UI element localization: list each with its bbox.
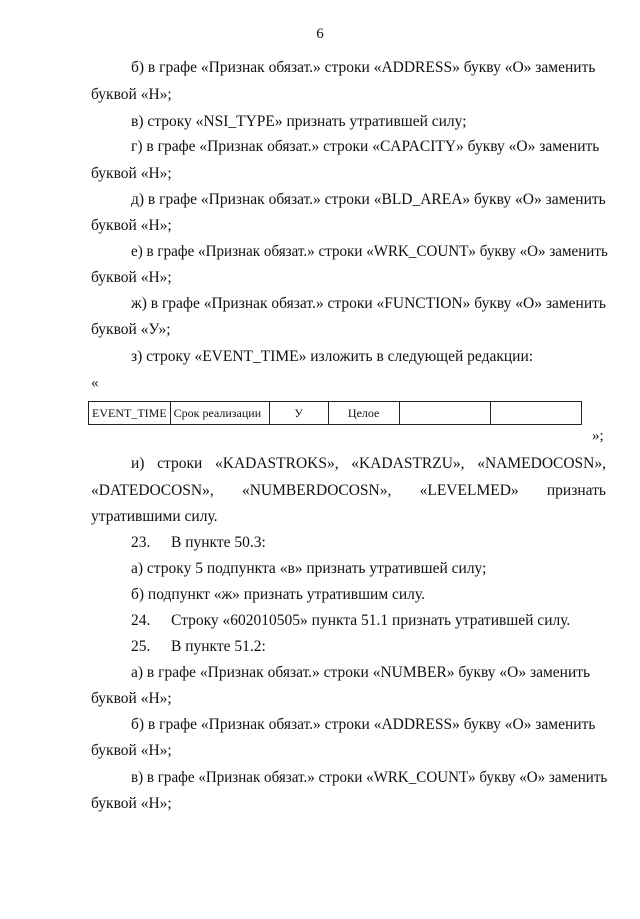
item-number: 23. [131,534,151,551]
paragraph-line: буквой «У»; [91,321,171,338]
paragraph-line [131,454,606,474]
event-time-table [88,401,582,425]
word: «DATEDOCOSN», [91,482,214,499]
paragraph-line: д) в графе «Признак обязат.» строки «BLD_AREA» букву «О» заменить [131,191,606,208]
paragraph-line: з) строку «EVENT_TIME» изложить в следующей редакции: [131,348,534,365]
table-cell: У [269,402,328,425]
text: В пункте 51.2: [171,638,266,655]
paragraph-line: буквой «Н»; [91,742,172,759]
paragraph-line: в) в графе «Признак обязат.» строки «WRK_COUNT» букву «О» заменить [131,769,608,786]
word: «LEVELMED» [419,482,519,499]
word: и) [131,455,145,472]
quote-open: « [91,375,99,391]
table-row [89,402,582,425]
word: «NUMBERDOCOSN», [241,482,392,499]
paragraph-line [131,58,606,78]
paragraph-line: утратившими силу. [91,508,218,525]
table-cell [399,402,490,425]
paragraph-line: а) в графе «Признак обязат.» строки «NUMBER» букву «О» заменить [131,664,591,681]
word: «NAMEDOCOSN», [477,455,606,472]
paragraph-line: б) в графе «Признак обязат.» строки «ADDRESS» букву «О» заменить [131,716,596,733]
paragraph-line: буквой «Н»; [91,690,172,707]
table-cell [490,402,581,425]
paragraph-line [91,481,606,501]
paragraph-line: г) в графе «Признак обязат.» строки «CAPACITY» букву «О» заменить [131,138,600,155]
paragraph-line: буквой «Н»; [91,165,172,182]
quote-close: »; [592,428,604,444]
table-cell: Целое [328,402,399,425]
paragraph-line: б) подпункт «ж» признать утратившим силу. [131,586,425,603]
word: «KADASTROKS», [215,455,339,472]
item-number: 24. [131,612,151,629]
paragraph-line: буквой «Н»; [91,795,172,812]
table-cell: EVENT_TIME [89,402,171,425]
table-cell: Срок реализации [170,402,269,425]
paragraph-line: е) в графе «Признак обязат.» строки «WRK_COUNT» букву «О» заменить [131,243,608,260]
page-number: 6 [316,26,324,42]
text: В пункте 50.3: [171,534,266,551]
paragraph-line [131,637,266,657]
paragraph-line [131,611,570,631]
item-number: 25. [131,638,151,655]
paragraph-line: буквой «Н»; [91,217,172,234]
paragraph-line: буквой «Н»; [91,86,172,103]
word: «KADASTRZU», [351,455,465,472]
word: строки [157,455,203,472]
word: признать [546,482,606,499]
paragraph-line: буквой «Н»; [91,269,172,286]
paragraph-line [131,533,266,553]
paragraph-line: а) строку 5 подпункта «в» признать утратившей силу; [131,560,487,577]
paragraph-line: в) строку «NSI_TYPE» признать утратившей силу; [131,113,467,130]
text: Строку «602010505» пункта 51.1 признать утратившей силу. [171,612,571,629]
paragraph-line: ж) в графе «Признак обязат.» строки «FUNCTION» букву «О» заменить [131,295,606,312]
text: б) в графе «Признак обязат.» строки «ADDRESS» букву «О» заменить [131,59,596,76]
